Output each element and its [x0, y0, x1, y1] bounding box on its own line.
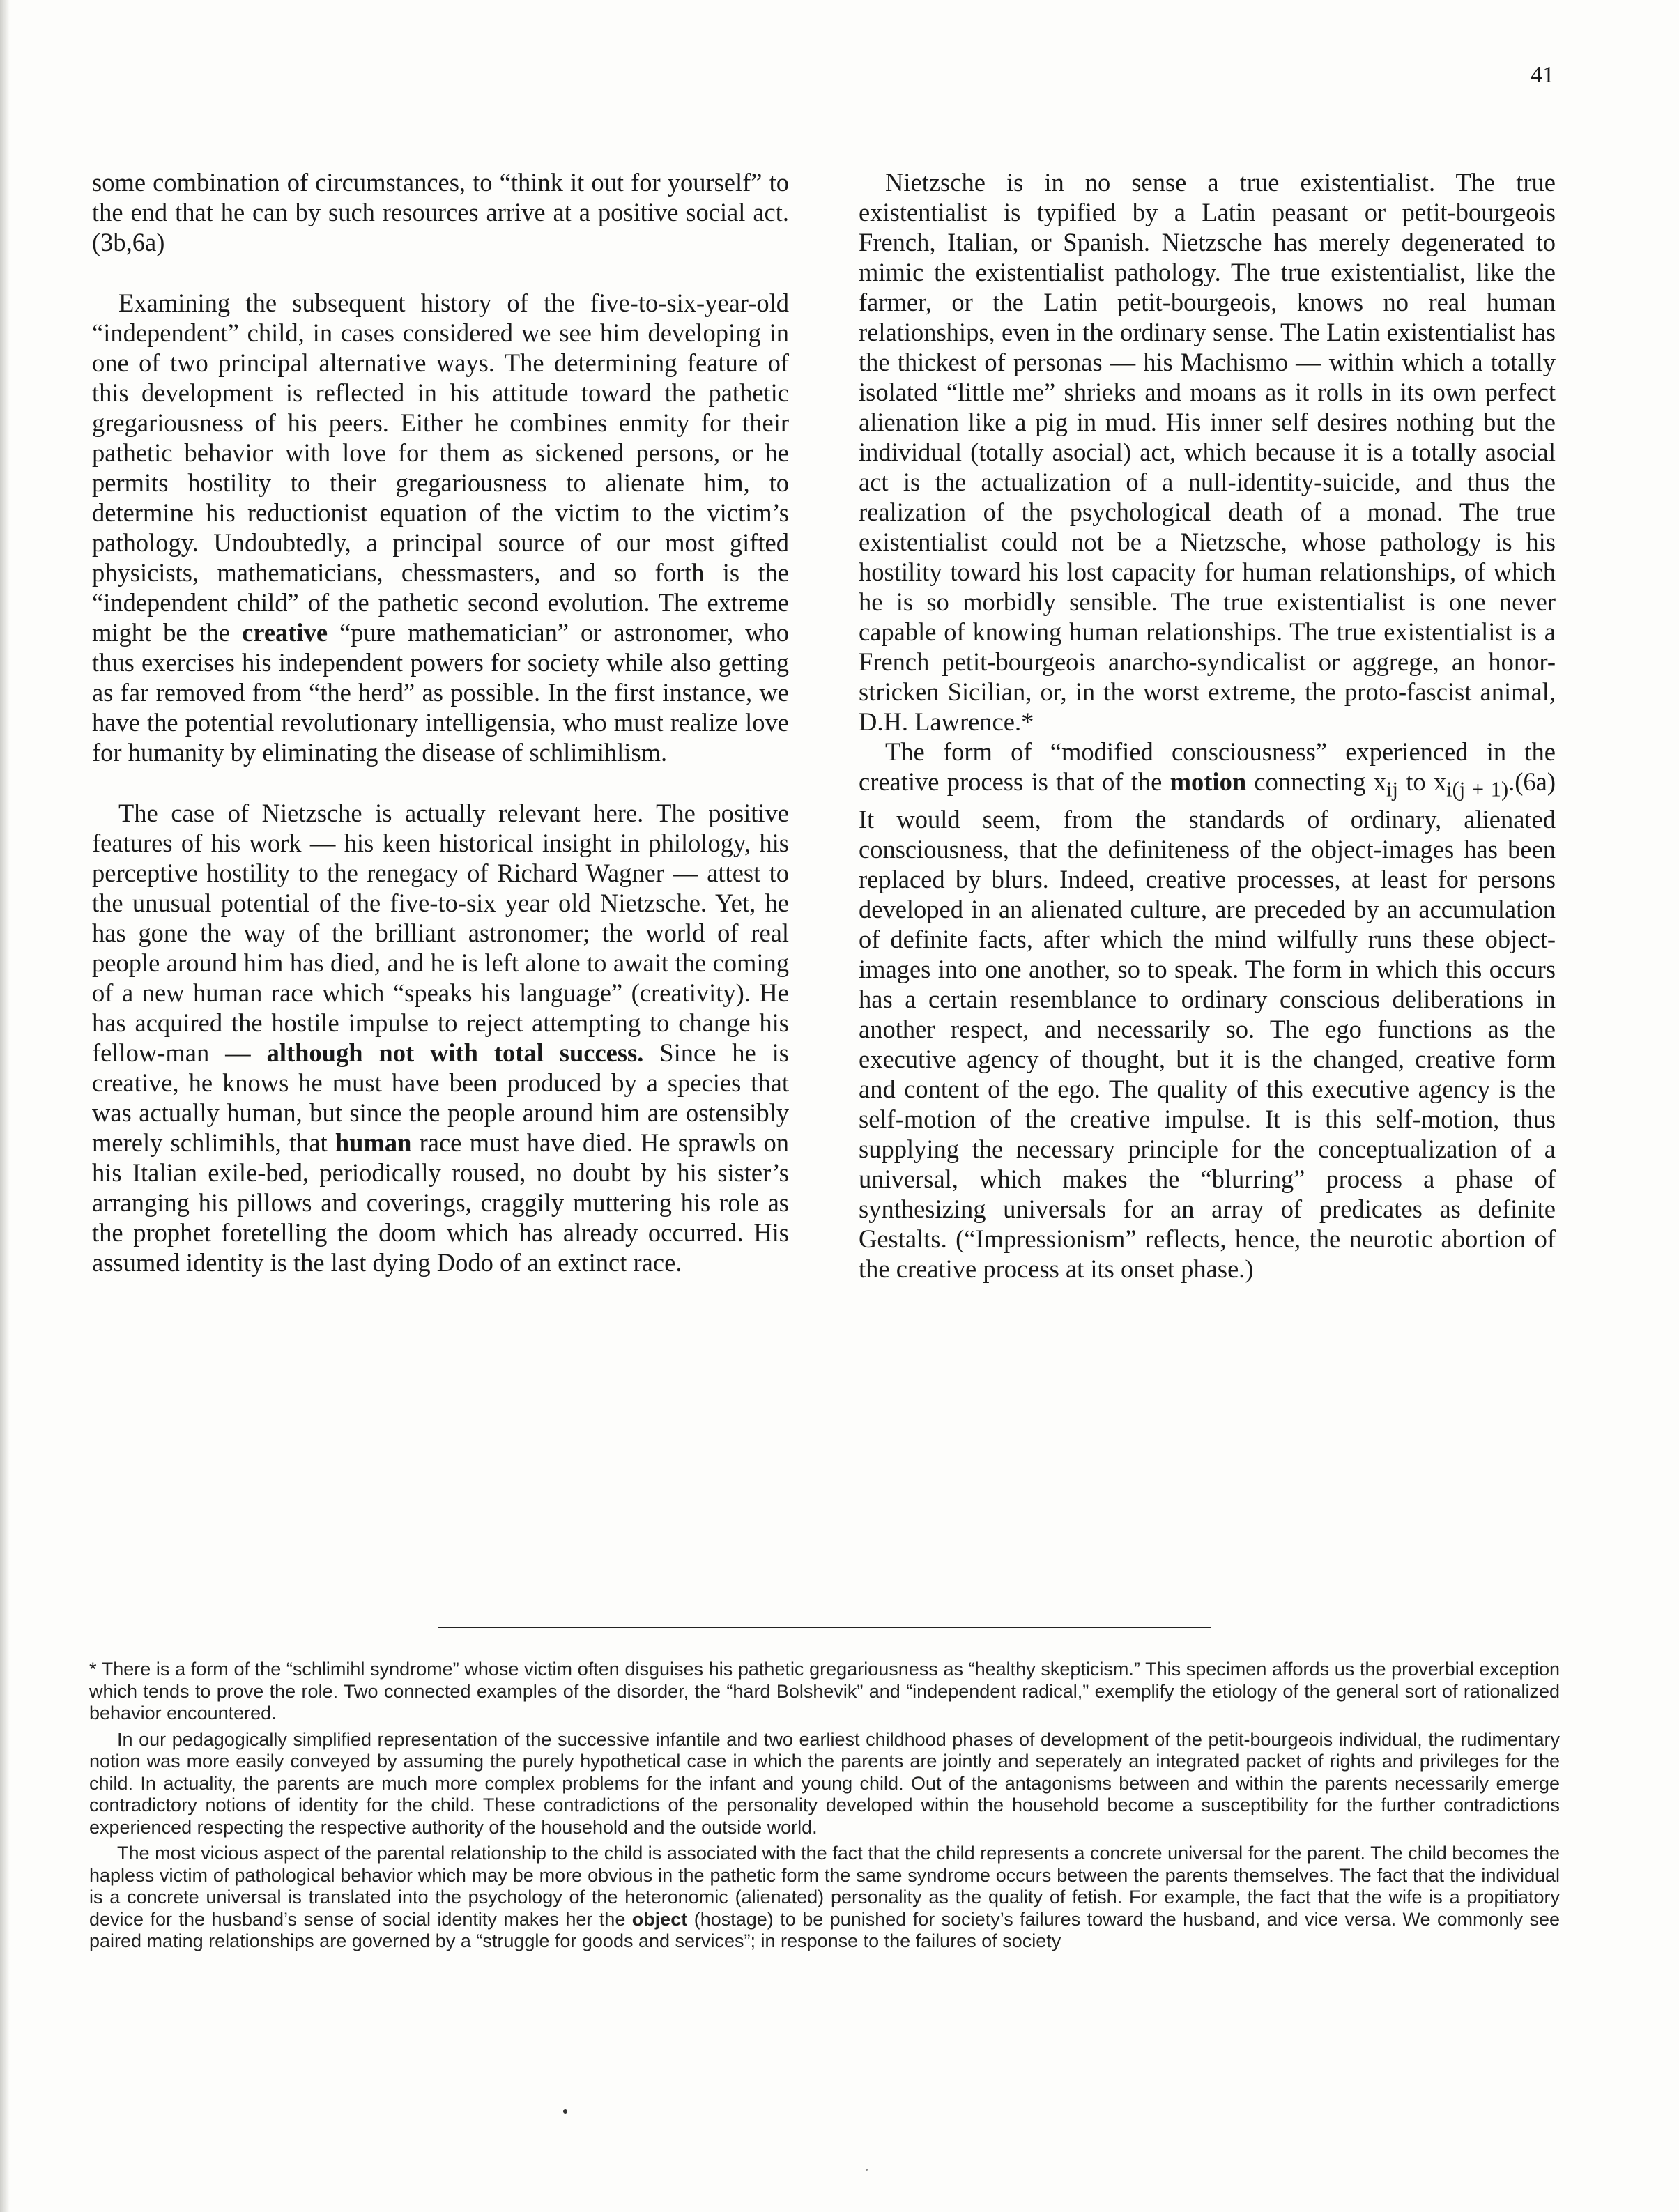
page-number: 41	[1531, 62, 1554, 88]
footnote: * There is a form of the “schlimihl syndrome” whose victim often disguises his pathetic gregariousness as “healthy skepticism.” This specimen affords us the proverbial exception which tends to prove the role. Two connected examples of the disorder, the “hard Bolshevik” and “independent radical,” exemplify the etiology of the general sort of rationalized behavior encountered.	[89, 1659, 1560, 1723]
paragraph-text: Nietzsche is in no sense a true existentialist. The true existentialist is typified by a Latin peasant or petit-bourgeois French, Italian, or Spanish. Nietzsche has merely degenerated to mimic the existentialist pathology. The true existentialist, like the farmer, or the Latin petit-bourgeois, knows no real human relationships, even in the ordinary sense. The Latin existentialist has the thickest of personas — his Machismo — within which a totally isolated “little me” shrieks and moans as it rolls in its own perfect alienation like a pig in mud. His inner self desires nothing but the individual (totally asocial) act, which because it is a totally asocial act is the actualization of a null-identity-suicide, and thus the realization of the psychological death of a monad. The true existentialist could not be a Nietzsche, whose pathology is his hostility toward his lost capacity for human relationships, of which he is so morbidly sensible. The true existentialist is one never capable of knowing human relationships. The true existentialist is a French petit-bourgeois anarcho-syndicalist or aggrege, an honor-stricken Sicilian, or, in the worst extreme, the proto-fascist animal, D.H. Lawrence.*	[859, 168, 1556, 736]
paragraph-text: to	[1397, 767, 1434, 796]
ink-speck	[563, 2109, 567, 2114]
paragraph	[859, 737, 1556, 1284]
bold-text: creative	[242, 618, 328, 647]
paragraph-text: “pure mathematician” or astronomer, who thus exercises his independent powers for society while also getting as far removed from “the herd” as possible. In the first instance, we have the potential revolutionary intelligensia, who must realize love for humanity by eliminating the disease of schlimihlism.	[92, 618, 790, 767]
right-column	[859, 167, 1556, 1314]
paragraph	[859, 167, 1556, 737]
math-subscript: ij	[1386, 777, 1398, 801]
bold-text: although not with total success.	[266, 1038, 644, 1067]
footnote-divider	[438, 1627, 1211, 1628]
paragraph	[92, 288, 789, 767]
math-subscript: i(j + 1)	[1446, 777, 1509, 801]
ink-speck	[866, 2169, 868, 2171]
paragraph-text: The case of Nietzsche is actually relevant here. The positive features of his work — his keen historical insight in philology, his perceptive hostility to the renegacy of Richard Wagner — attest to the unusual potential of the five-to-six year old Nietzsche. Yet, he has gone the way of the brilliant astronomer; the world of real people around him has died, and he is left alone to await the coming of a new human race which “speaks his language” (creativity). He has acquired the hostile impulse to reject attempting to change his fellow-man —	[92, 799, 789, 1067]
paragraph-text: Examining the subsequent history of the five-to-six-year-old “independent” child, in cases considered we see him developing in one of two principal alternative ways. The determining feature of this development is reflected in his attitude toward the pathetic gregariousness of his peers. Either he combines enmity for their pathetic behavior with love for them as sickened persons, or he permits hostility to their gregariousness to alienate him, to determine his reductionist equation of the victim to the victim’s pathology. Undoubtedly, a principal source of our most gifted physicists, mathematicians, chessmasters, and so forth is the “independent child” of the pathetic second evolution. The extreme might be the	[92, 289, 789, 647]
paragraph-text: race must have died. He sprawls on his Italian exile-bed, periodically roused, no doubt by his sister’s arranging his pillows and coverings, craggily muttering his role as the prophet foretelling the doom which has already occurred. His assumed identity is the last dying Dodo of an extinct race.	[92, 1128, 789, 1277]
paragraph-text: Since he is creative, he knows he must have been produced by a species that was actually human, but since the people around him are ostensibly merely schlimihls, that	[92, 1038, 789, 1157]
footnote	[89, 1843, 1560, 1953]
paragraph-text: The form of “modified consciousness” experienced in the creative process is that of the	[859, 737, 1556, 796]
bold-text: motion	[1170, 767, 1247, 796]
scan-edge-shadow	[0, 0, 10, 2212]
paragraph-text: connecting	[1246, 767, 1374, 796]
paragraph-text: some combination of circumstances, to “think it out for yourself” to the end that he can by such resources arrive at a positive social act.(3b,6a)	[92, 168, 789, 256]
bold-text: object	[631, 1908, 688, 1930]
footnotes	[89, 1659, 1560, 1957]
bold-text: human	[335, 1128, 412, 1157]
footnote-text: The most vicious aspect of the parental relationship to the child is associated with the fact that the child represents a concrete universal for the parent. The child becomes the hapless victim of pathological behavior which may be more obvious in the pathetic form the same syndrome occurs between the parents themselves. The fact that the individual is a concrete universal is translated into the psychology of the heteronomic (alienated) personality as the quality of fetish. For example, the fact that the wife is a propitiatory device for the husband’s sense of social identity makes her the	[89, 1843, 1560, 1930]
footnote: In our pedagogically simplified representation of the successive infantile and two earliest childhood phases of development of the petit-bourgeois individual, the rudimentary notion was more easily conveyed by assuming the purely hypothetical case in which the parents are jointly and seperately an integrated packet of rights and privileges for the child. In actuality, the parents are much more complex problems for the infant and young child. Out of the antagonisms between and within the parents necessarily emerge contradictory notions of identity for the child. These contradictions of the personality developed within the household become a susceptibility for the further contradictions experienced respecting the respective authority of the household and the outside world.	[89, 1728, 1560, 1838]
math-variable: x	[1373, 767, 1387, 796]
paragraph	[92, 798, 789, 1277]
left-column	[92, 167, 789, 1308]
paragraph	[92, 167, 789, 257]
math-variable: x	[1433, 767, 1447, 796]
paragraph-text: .(6a) It would seem, from the standards of ordinary, alienated consciousness, that the definiteness of the object-images has been replaced by blurs. Indeed, creative processes, at least for persons developed in an alienated culture, are preceded by an accumulation of definite facts, after which the mind wilfully runs these object-images into one another, so to speak. The form in which this occurs has a certain resemblance to ordinary conscious deliberations in another respect, and necessarily so. The ego functions as the executive agency of thought, but it is the changed, creative form and content of the ego. The quality of this executive agency is the self-motion of the creative impulse. It is this self-motion, thus supplying the necessary principle for the conceptualization of a universal, which makes the “blurring” process a phase of synthesizing universals for an array of predicates as definite Gestalts. (“Impressionism” reflects, hence, the neurotic abortion of the creative process at its onset phase.)	[859, 767, 1556, 1284]
footnote-text: (hostage) to be punished for society’s failures toward the husband, and vice versa. We commonly see paired mating relationships are governed by a “struggle for goods and services”; in response to the failures of society	[89, 1908, 1560, 1951]
